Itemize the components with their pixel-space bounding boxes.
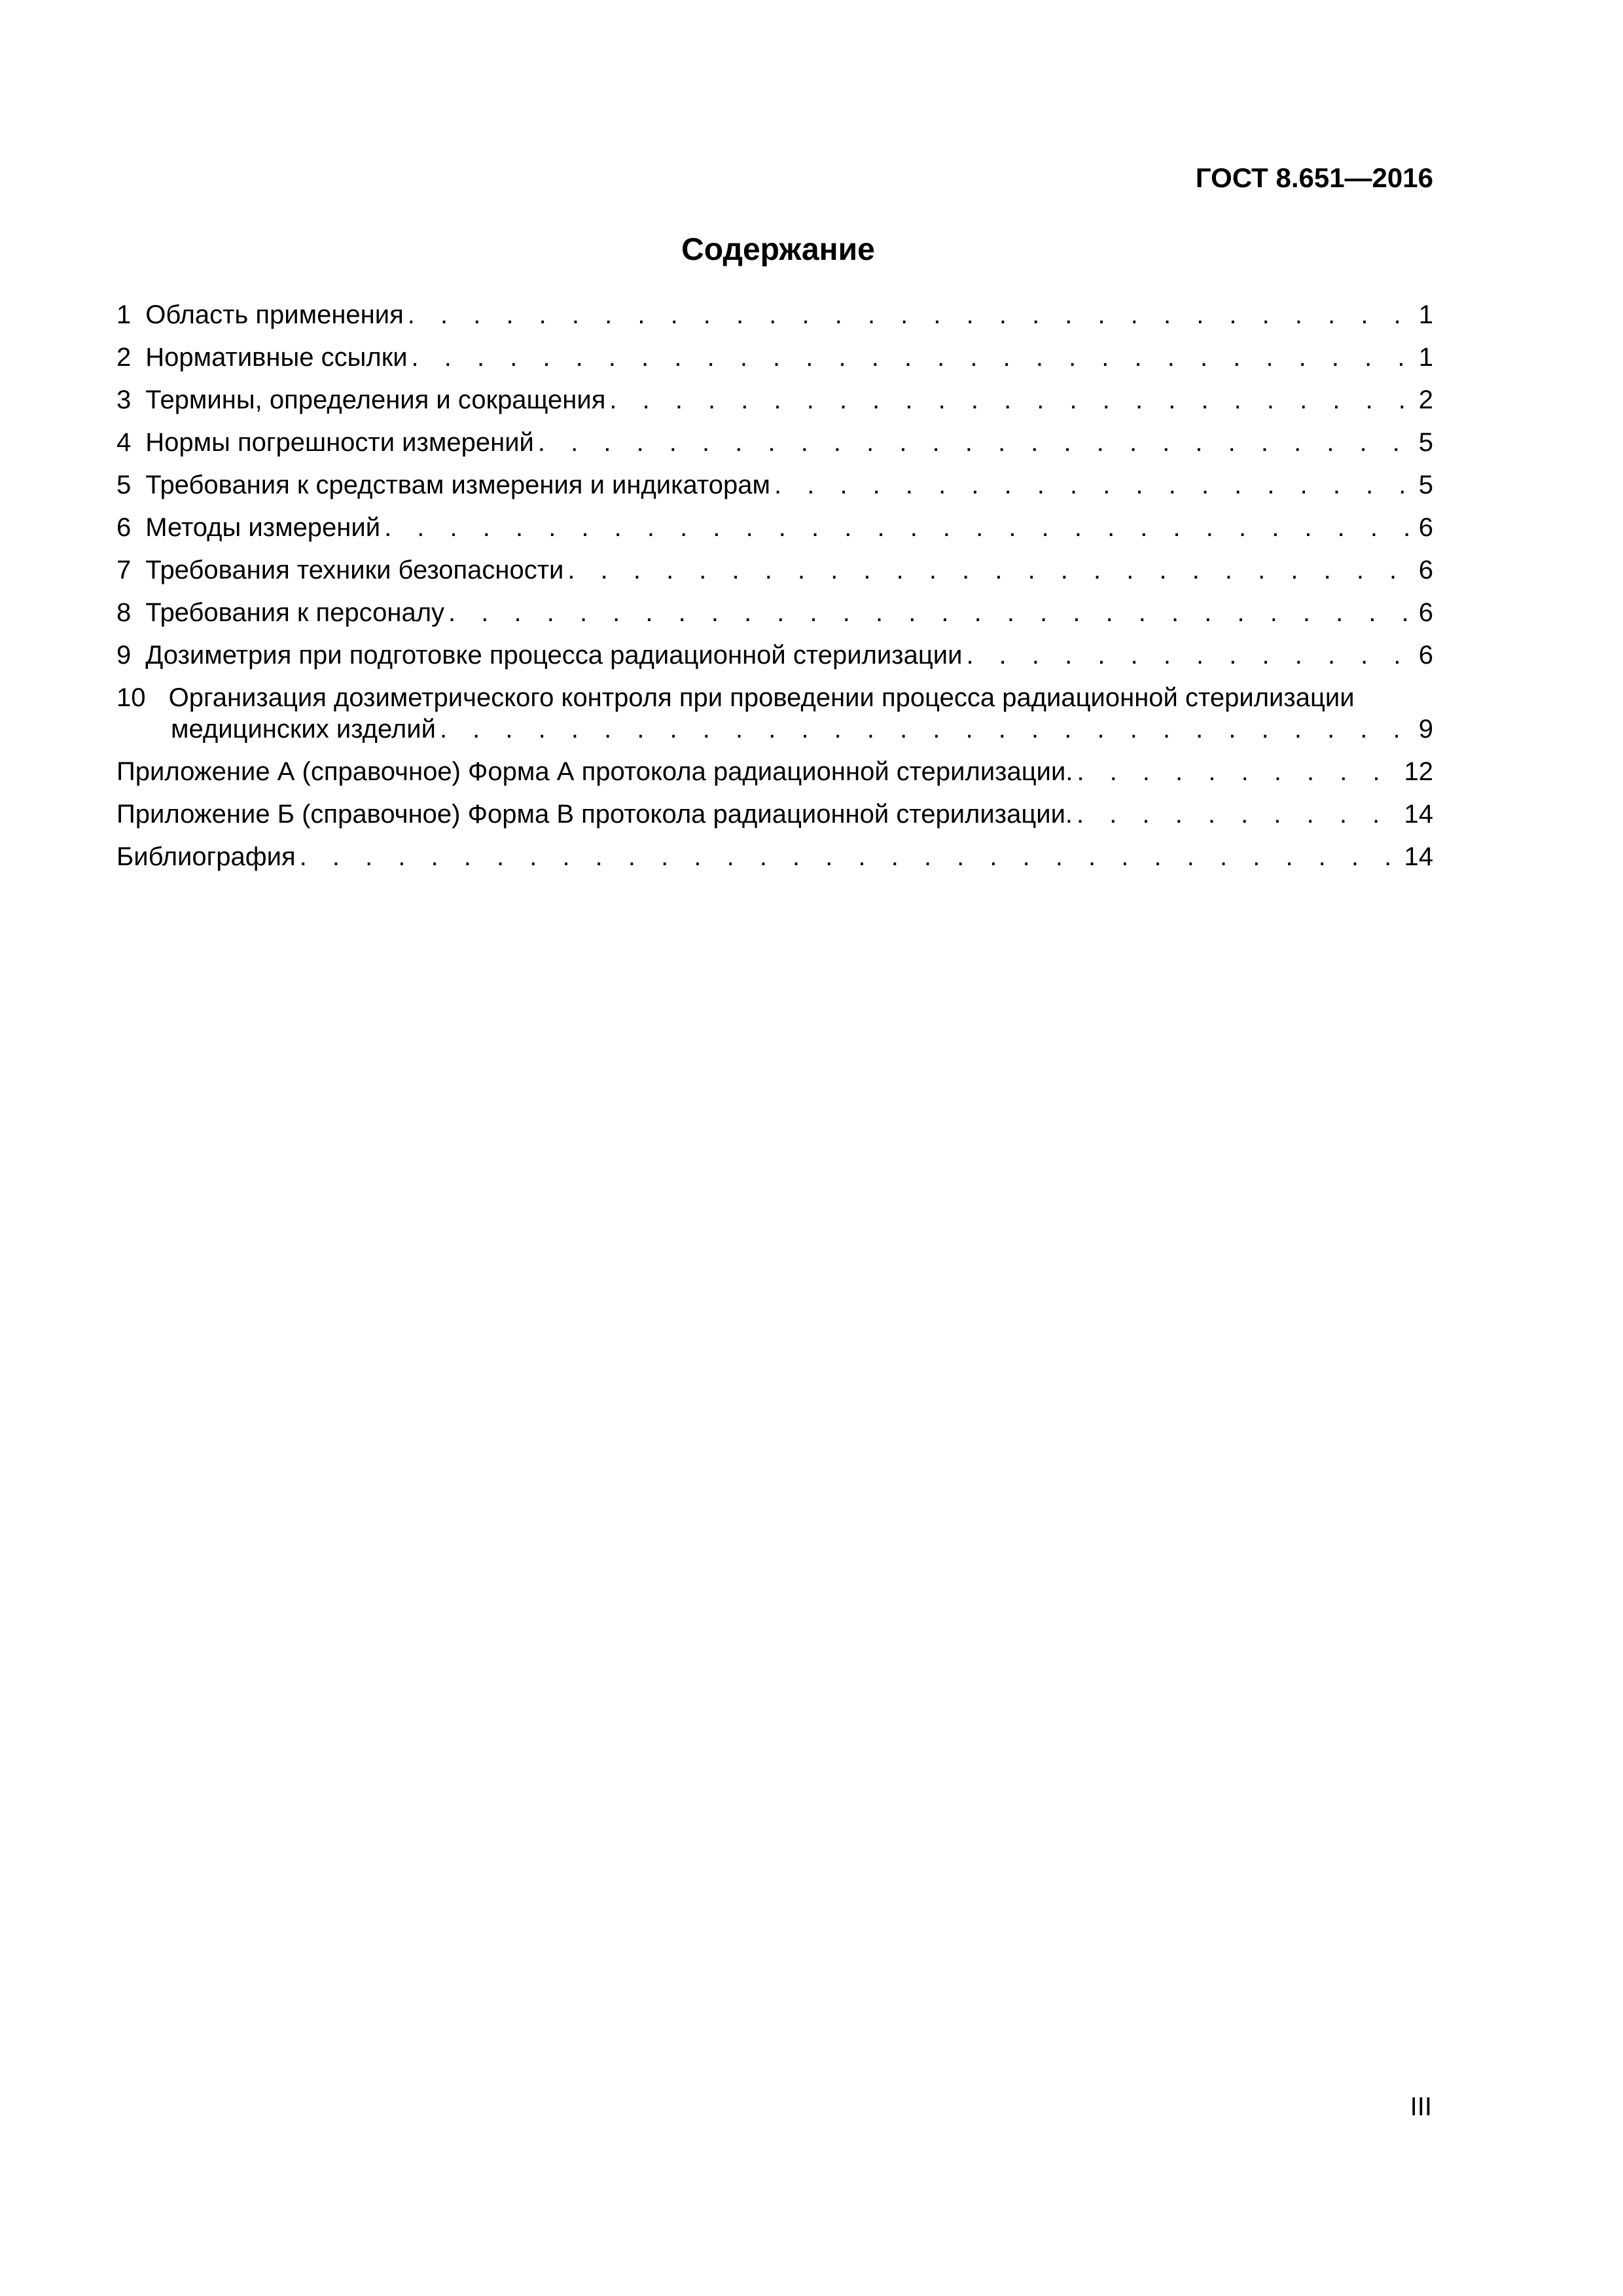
dot-leader (300, 841, 1400, 872)
toc-entry-bibliography[interactable] (116, 841, 1433, 872)
toc-entry-title: Термины, определения и сокращения (145, 386, 606, 414)
toc-entry-number: 2 (116, 343, 132, 372)
toc-entry-number: 5 (116, 471, 132, 499)
toc-entry-number: 10 (116, 683, 146, 712)
toc-entry[interactable] (116, 427, 1433, 458)
dot-leader (538, 427, 1415, 458)
toc-entry-number: 1 (116, 300, 132, 329)
dot-leader (1077, 756, 1400, 787)
toc-entry-number: 8 (116, 598, 132, 627)
toc-entry-appendix-a[interactable] (116, 756, 1433, 787)
toc-entry-title: Библиография (116, 842, 296, 871)
toc-entry-title: Область применения (145, 300, 404, 329)
dot-leader (448, 597, 1415, 628)
dot-leader (384, 512, 1415, 543)
dot-leader (609, 384, 1414, 416)
toc-entry[interactable] (116, 597, 1433, 628)
toc-entry-title: Организация дозиметрического контроля при проведении процесса радиационной стерилизации (168, 683, 1355, 712)
document-code: ГОСТ 8.651—2016 (1195, 162, 1433, 193)
toc-entry-page: 6 (1418, 641, 1433, 670)
toc-entry-number: 4 (116, 428, 132, 457)
toc-entry-page: 1 (1418, 343, 1433, 372)
toc-entry-number: 6 (116, 513, 132, 542)
toc-entry-page: 2 (1418, 386, 1433, 414)
dot-leader (440, 713, 1415, 745)
toc-entry[interactable] (116, 512, 1433, 543)
dot-leader (412, 342, 1415, 373)
toc-entry-page: 5 (1418, 471, 1433, 499)
dot-leader (408, 299, 1415, 331)
toc-entry-page: 6 (1418, 556, 1433, 584)
toc-entry-title: Приложение А (справочное) Форма А протокола радиационной стерилизации. (116, 757, 1073, 786)
toc-entry-number: 3 (116, 386, 132, 414)
toc-entry-page: 6 (1418, 598, 1433, 627)
dot-leader (774, 469, 1415, 501)
toc-title: Содержание (681, 232, 875, 267)
toc-entry-title: Требования техники безопасности (145, 556, 564, 584)
page-number: III (1410, 2092, 1432, 2121)
dot-leader (1077, 798, 1400, 830)
toc-entry-title: Требования к персоналу (145, 598, 445, 627)
toc-entry-number: 7 (116, 556, 132, 584)
table-of-contents (116, 299, 1433, 884)
toc-entry[interactable] (116, 299, 1433, 331)
toc-entry-title: Нормативные ссылки (145, 343, 408, 372)
toc-entry-page: 9 (1418, 715, 1433, 744)
toc-entry[interactable] (116, 639, 1433, 671)
toc-entry[interactable] (116, 384, 1433, 416)
toc-entry[interactable] (116, 469, 1433, 501)
toc-entry[interactable] (116, 342, 1433, 373)
toc-entry-appendix-b[interactable] (116, 798, 1433, 830)
toc-entry-page: 5 (1418, 428, 1433, 457)
toc-entry-page: 12 (1404, 757, 1433, 786)
dot-leader (567, 554, 1414, 586)
toc-entry-page: 1 (1418, 300, 1433, 329)
toc-entry[interactable] (116, 554, 1433, 586)
dot-leader (966, 639, 1414, 671)
toc-entry-page: 14 (1404, 800, 1433, 829)
toc-entry-number: 9 (116, 641, 132, 670)
toc-entry-title: Требования к средствам измерения и индикаторам (145, 471, 770, 499)
toc-entry-title-continued: медицинских изделий (171, 715, 436, 744)
toc-entry-page: 6 (1418, 513, 1433, 542)
toc-entry-title: Дозиметрия при подготовке процесса радиационной стерилизации (145, 641, 963, 670)
toc-entry-title: Методы измерений (145, 513, 381, 542)
toc-entry-title: Нормы погрешности измерений (145, 428, 534, 457)
toc-entry-title: Приложение Б (справочное) Форма В протокола радиационной стерилизации. (116, 800, 1073, 829)
toc-entry-page: 14 (1404, 842, 1433, 871)
toc-entry[interactable] (116, 682, 1433, 745)
